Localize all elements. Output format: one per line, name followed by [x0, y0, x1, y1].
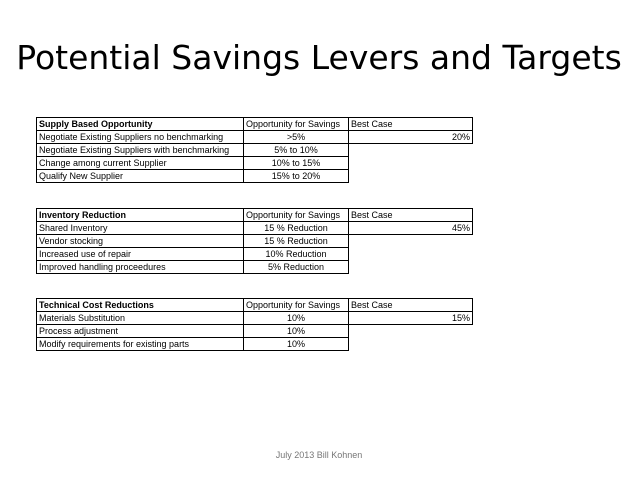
empty-cell [349, 261, 473, 274]
header-lever: Supply Based Opportunity [37, 118, 244, 131]
inventory-reduction-table [36, 208, 473, 274]
table-row [37, 157, 473, 170]
header-best-case: Best Case [349, 118, 473, 131]
lever-cell: Improved handling proceedures [37, 261, 244, 274]
empty-cell [349, 157, 473, 170]
header-best-case: Best Case [349, 209, 473, 222]
table-row [37, 170, 473, 183]
header-lever: Technical Cost Reductions [37, 299, 244, 312]
best-case-value: 20% [349, 131, 473, 144]
savings-cell: 10% Reduction [244, 248, 349, 261]
empty-cell [349, 338, 473, 351]
technical-cost-table [36, 298, 473, 351]
lever-cell: Vendor stocking [37, 235, 244, 248]
lever-cell: Shared Inventory [37, 222, 244, 235]
empty-cell [349, 144, 473, 157]
lever-cell: Change among current Supplier [37, 157, 244, 170]
savings-cell: 5% to 10% [244, 144, 349, 157]
savings-cell: 10% [244, 325, 349, 338]
table-row [37, 144, 473, 157]
empty-cell [349, 248, 473, 261]
savings-cell: 15% to 20% [244, 170, 349, 183]
lever-cell: Process adjustment [37, 325, 244, 338]
savings-cell: >5% [244, 131, 349, 144]
supply-opportunity-table [36, 117, 473, 183]
header-lever: Inventory Reduction [37, 209, 244, 222]
table-row [37, 325, 473, 338]
savings-cell: 15 % Reduction [244, 235, 349, 248]
lever-cell: Increased use of repair [37, 248, 244, 261]
lever-cell: Modify requirements for existing parts [37, 338, 244, 351]
table-row [37, 261, 473, 274]
header-savings: Opportunity for Savings [244, 299, 349, 312]
table-header-row [37, 299, 473, 312]
table-row [37, 222, 473, 235]
savings-cell: 15 % Reduction [244, 222, 349, 235]
empty-cell [349, 170, 473, 183]
lever-cell: Qualify New Supplier [37, 170, 244, 183]
header-best-case: Best Case [349, 299, 473, 312]
slide-title: Potential Savings Levers and Targets [16, 38, 622, 77]
table-row [37, 312, 473, 325]
best-case-value: 45% [349, 222, 473, 235]
table-row [37, 235, 473, 248]
empty-cell [349, 235, 473, 248]
savings-cell: 10% [244, 312, 349, 325]
lever-cell: Materials Substitution [37, 312, 244, 325]
savings-cell: 10% [244, 338, 349, 351]
empty-cell [349, 325, 473, 338]
savings-cell: 10% to 15% [244, 157, 349, 170]
table-row [37, 248, 473, 261]
table-row [37, 131, 473, 144]
table-header-row [37, 209, 473, 222]
header-savings: Opportunity for Savings [244, 209, 349, 222]
savings-cell: 5% Reduction [244, 261, 349, 274]
header-savings: Opportunity for Savings [244, 118, 349, 131]
slide-footer: July 2013 Bill Kohnen [275, 450, 363, 460]
lever-cell: Negotiate Existing Suppliers with benchmarking [37, 144, 244, 157]
table-row [37, 338, 473, 351]
lever-cell: Negotiate Existing Suppliers no benchmarking [37, 131, 244, 144]
best-case-value: 15% [349, 312, 473, 325]
table-header-row [37, 118, 473, 131]
